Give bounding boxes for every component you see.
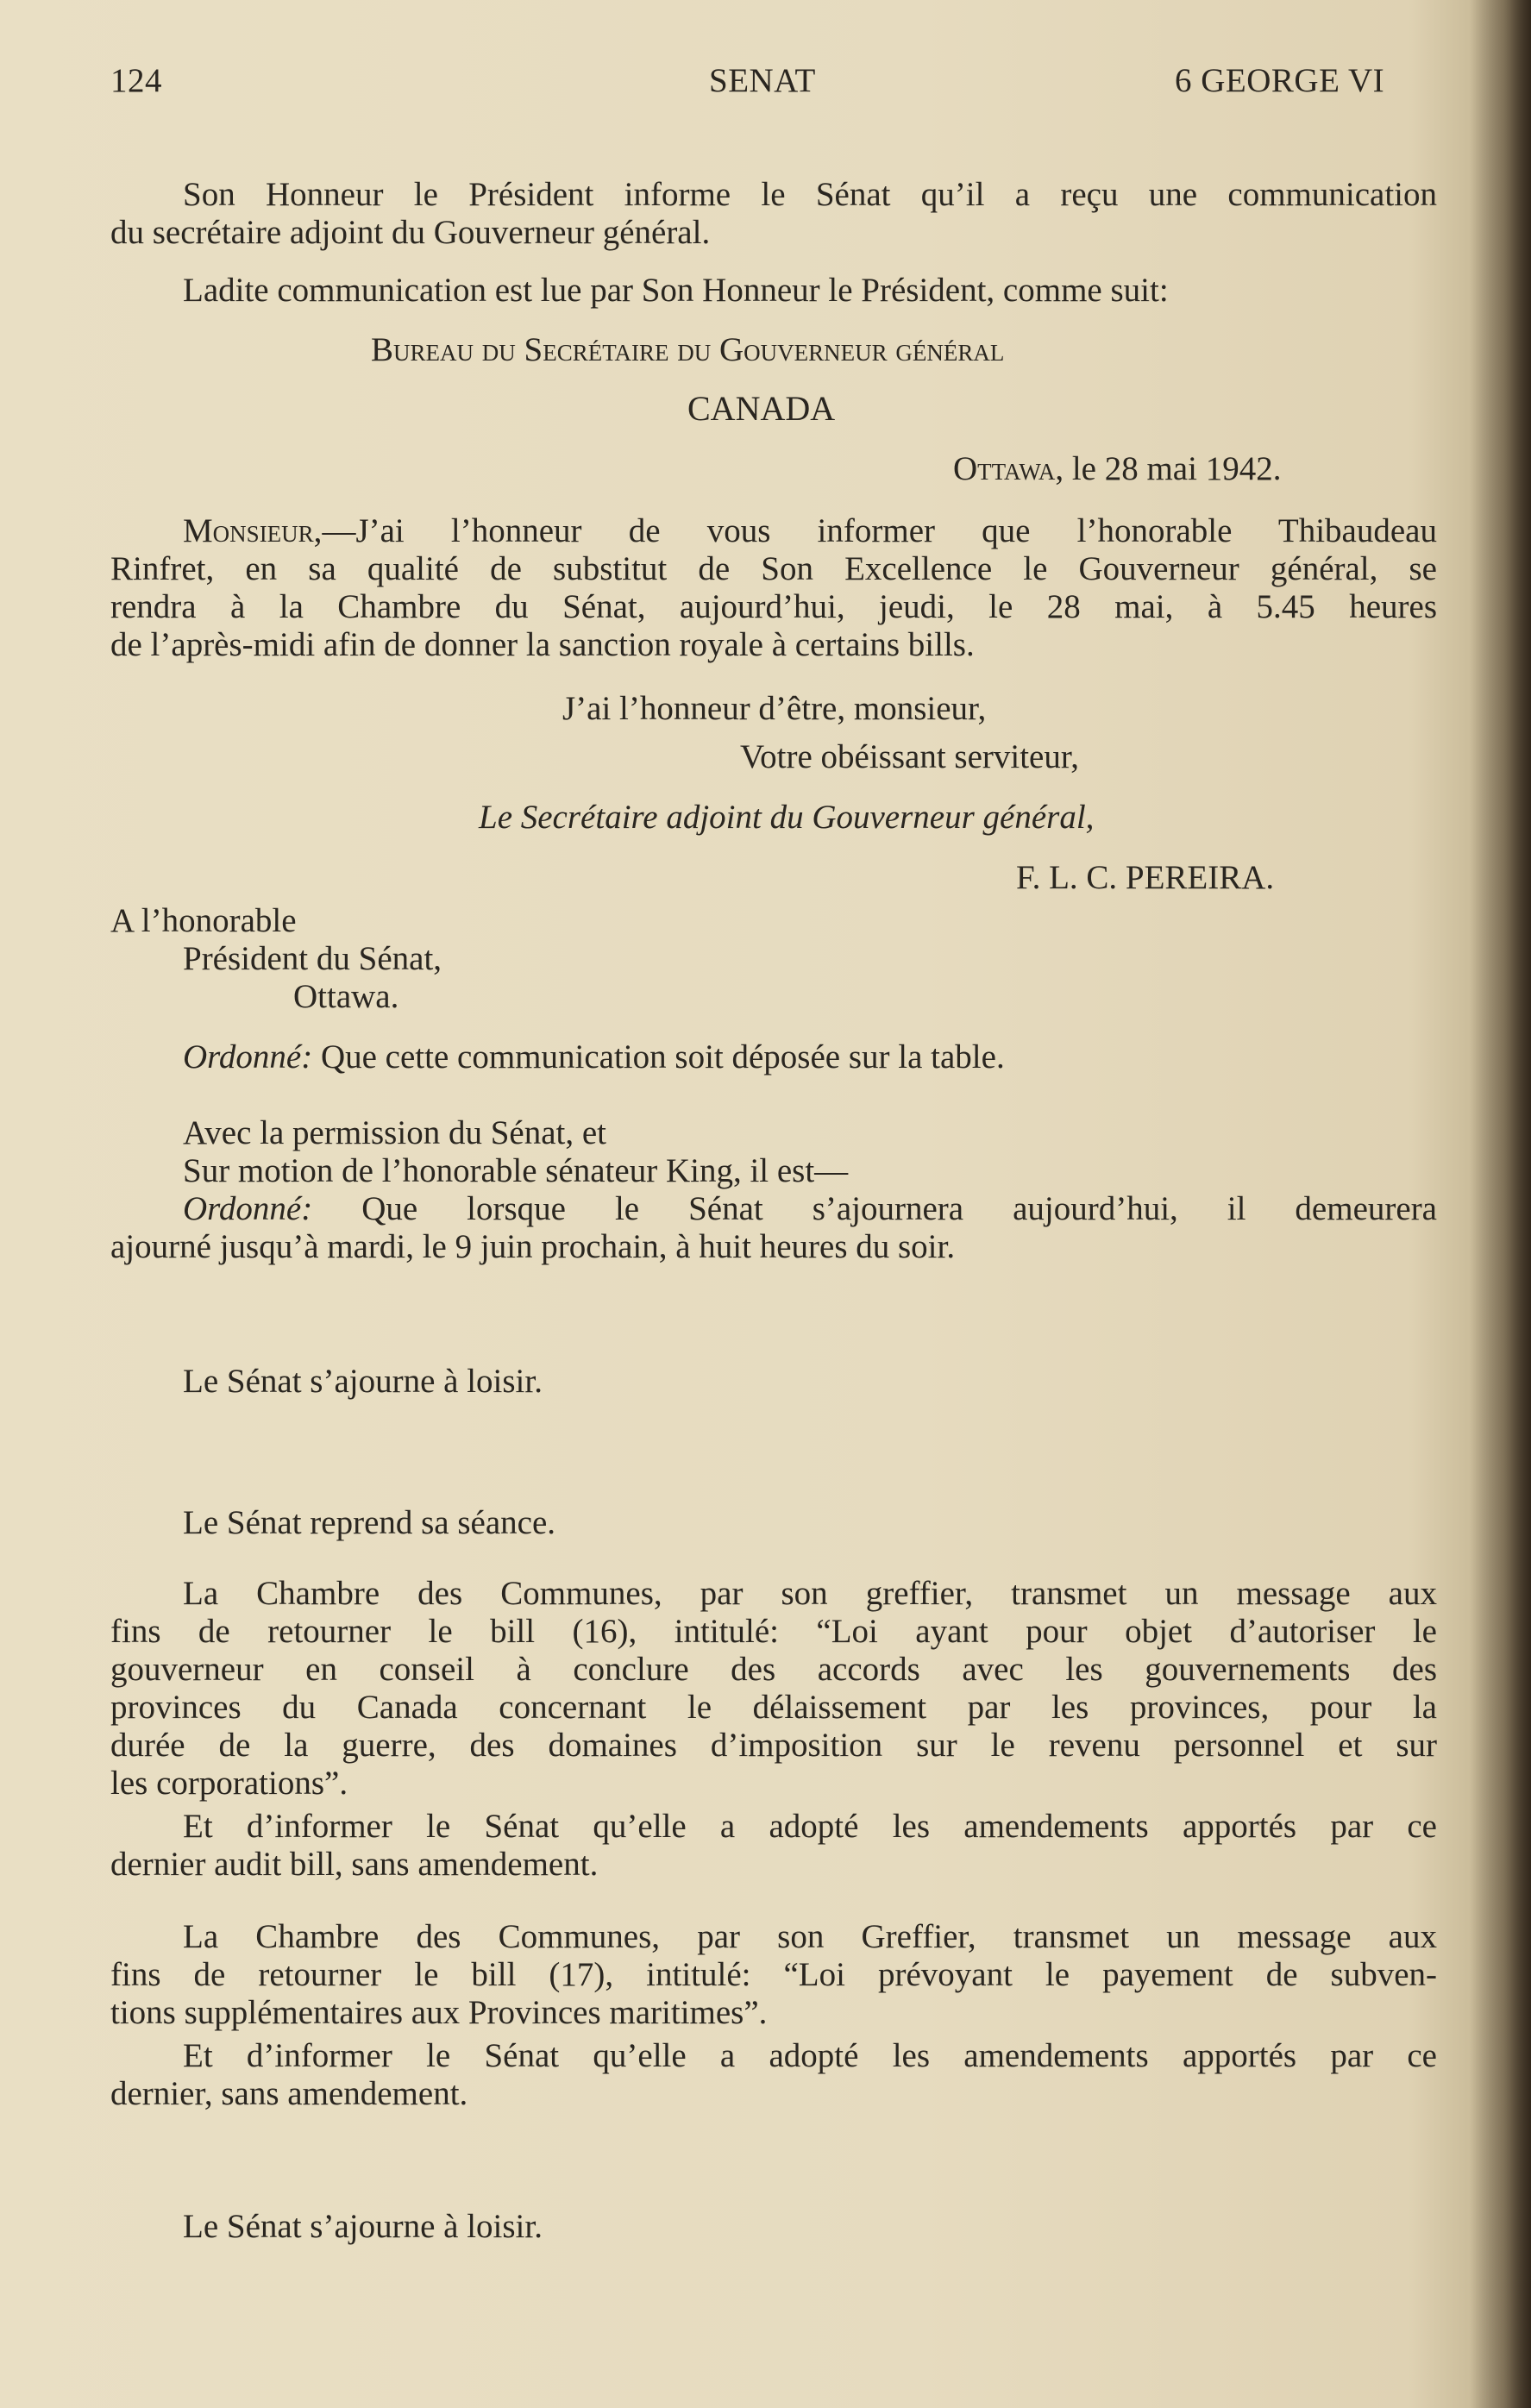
address-line: Président du Sénat,	[183, 940, 442, 977]
message-line: les corporations”.	[110, 1765, 348, 1802]
running-title: SENAT	[709, 62, 816, 99]
message-line: durée de la guerre, des domaines d’imposition sur le revenu personnel et sur	[110, 1727, 1437, 1764]
page-number: 124	[110, 62, 162, 99]
letter-signatory-title: Le Secrétaire adjoint du Gouverneur général,	[479, 799, 1095, 836]
letter-date	[953, 450, 1281, 488]
letter-date-text: le 28 mai 1942.	[1064, 450, 1282, 487]
address-line: Ottawa.	[293, 978, 399, 1015]
letter-bureau: Bureau du Secrétaire du Gouverneur général	[371, 331, 1005, 368]
order-text: Que cette communication soit déposée sur la table.	[312, 1038, 1005, 1075]
message-line: fins de retourner le bill (16), intitulé: “Loi ayant pour objet d’autoriser le	[110, 1613, 1437, 1650]
letter-body-line: de l’après-midi afin de donner la sanction royale à certains bills.	[110, 626, 975, 663]
letter-country: CANADA	[687, 389, 836, 428]
message-line: provinces du Canada concernant le délaissement par les provinces, pour la	[110, 1689, 1437, 1726]
adjourn-line: Le Sénat s’ajourne à loisir.	[183, 2208, 543, 2245]
message-line: La Chambre des Communes, par son greffier, transmet un message aux	[183, 1575, 1437, 1612]
letter-body-line	[183, 512, 1437, 550]
order-line: ajourné jusqu’à mardi, le 9 juin prochain, à huit heures du soir.	[110, 1228, 956, 1265]
order-line	[183, 1038, 1005, 1076]
letter-signature: F. L. C. PEREIRA.	[1016, 859, 1275, 896]
address-line: A l’honorable	[110, 902, 297, 939]
resume-line: Le Sénat reprend sa séance.	[183, 1504, 556, 1541]
message-line: gouverneur en conseil à conclure des accords avec les gouvernements des	[110, 1651, 1437, 1688]
letter-body-line: rendra à la Chambre du Sénat, aujourd’hui, jeudi, le 28 mai, à 5.45 heures	[110, 588, 1437, 625]
inform-line: Et d’informer le Sénat qu’elle a adopté les amendements apportés par ce	[183, 2037, 1437, 2074]
ordonne-label: Ordonné:	[183, 1190, 313, 1227]
letter-closing: Votre obéissant serviteur,	[740, 738, 1080, 775]
binding-shadow	[1471, 0, 1531, 2408]
letter-closing: J’ai l’honneur d’être, monsieur,	[562, 690, 987, 727]
paragraph-line: Ladite communication est lue par Son Honneur le Président, comme suit:	[183, 272, 1169, 309]
motion-line: Sur motion de l’honorable sénateur King, il est—	[183, 1152, 849, 1189]
letter-body-line: Rinfret, en sa qualité de substitut de Son Excellence le Gouverneur général, se	[110, 550, 1437, 587]
ordonne-label: Ordonné:	[183, 1038, 313, 1075]
order-line	[183, 1190, 1437, 1228]
inform-line: dernier, sans amendement.	[110, 2075, 468, 2112]
motion-line: Avec la permission du Sénat, et	[183, 1114, 606, 1151]
paragraph-line: du secrétaire adjoint du Gouverneur général.	[110, 214, 711, 251]
reign-year: 6 GEORGE VI	[1175, 62, 1385, 99]
order-text: Que lorsque le Sénat s’ajournera aujourd’hui, il demeurera	[312, 1190, 1437, 1227]
message-line: tions supplémentaires aux Provinces maritimes”.	[110, 1994, 768, 2031]
letter-body-text: —J’ai l’honneur de vous informer que l’honorable Thibaudeau	[322, 512, 1437, 549]
adjourn-line: Le Sénat s’ajourne à loisir.	[183, 1363, 543, 1400]
letter-salutation: Monsieur,	[183, 512, 323, 549]
inform-line: dernier audit bill, sans amendement.	[110, 1846, 599, 1883]
letter-place: Ottawa,	[953, 450, 1064, 487]
inform-line: Et d’informer le Sénat qu’elle a adopté les amendements apportés par ce	[183, 1808, 1437, 1845]
message-line: La Chambre des Communes, par son Greffier, transmet un message aux	[183, 1918, 1437, 1955]
message-line: fins de retourner le bill (17), intitulé: “Loi prévoyant le payement de subven-	[110, 1956, 1437, 1993]
paragraph-line: Son Honneur le Président informe le Sénat qu’il a reçu une communication	[183, 176, 1437, 213]
